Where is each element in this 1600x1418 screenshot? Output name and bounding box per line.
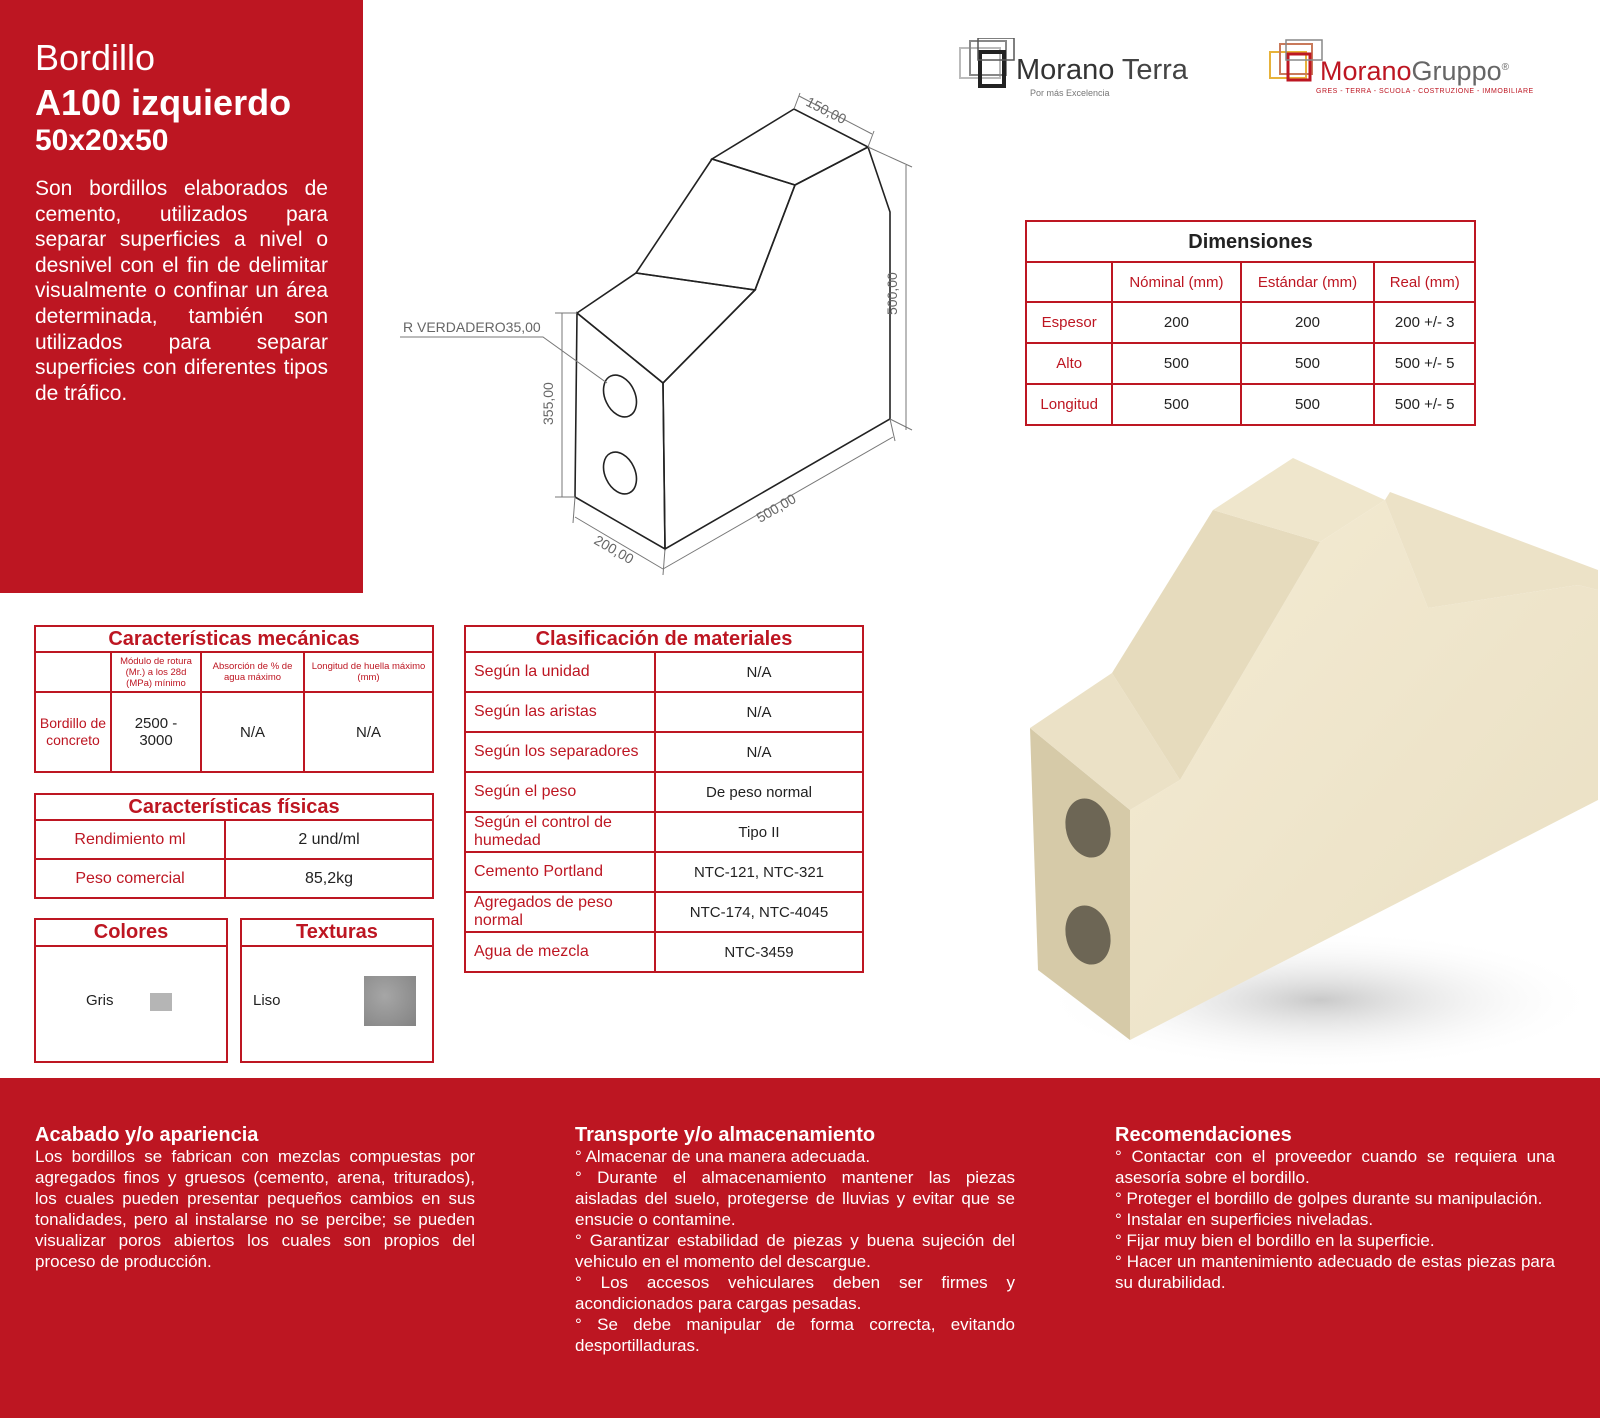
- fis-row-label: Rendimiento ml: [35, 820, 225, 859]
- colors-caption: Colores: [36, 920, 226, 947]
- table-row: [35, 820, 433, 859]
- classification-caption: Clasificación de materiales: [465, 626, 863, 652]
- dim-header-standard: Estándar (mm): [1241, 262, 1375, 302]
- list-item: ° Hacer un mantenimiento adecuado de estas piezas para su durabilidad.: [1115, 1252, 1555, 1292]
- mec-header-rupture: Módulo de rotura (Mr.) a los 28d (MPa) mínimo: [111, 652, 201, 692]
- mec-header-empty: [35, 652, 111, 692]
- dim-bottom-short: 200,00: [591, 531, 637, 568]
- table-row: [465, 692, 863, 732]
- list-item: ° Garantizar estabilidad de piezas y buena sujeción del vehiculo en el momento del descargue.: [575, 1231, 1015, 1271]
- materials-classification-table: [464, 625, 864, 973]
- cla-cell: N/A: [655, 652, 863, 692]
- cla-row-label: Según el peso: [465, 772, 655, 812]
- cla-row-label: Según las aristas: [465, 692, 655, 732]
- list-item: ° Se debe manipular de forma correcta, evitando desportilladuras.: [575, 1315, 1015, 1355]
- recommendations-section: [1115, 1124, 1555, 1293]
- fis-cell: 2 und/ml: [225, 820, 433, 859]
- product-model-title: A100 izquierdo: [35, 82, 292, 123]
- block-3d-render: [1000, 440, 1600, 1080]
- list-item: ° Fijar muy bien el bordillo en la superficie.: [1115, 1231, 1435, 1250]
- fis-row-label: Peso comercial: [35, 859, 225, 898]
- mechanical-properties-table: [34, 625, 434, 773]
- transport-title: Transporte y/o almacenamiento: [575, 1124, 876, 1146]
- cla-cell: NTC-174, NTC-4045: [655, 892, 863, 932]
- cla-cell: NTC-3459: [655, 932, 863, 972]
- fis-cell: 85,2kg: [225, 859, 433, 898]
- dimensions-caption: Dimensiones: [1026, 221, 1475, 262]
- finish-section: [35, 1124, 475, 1272]
- textures-caption: Texturas: [242, 920, 432, 947]
- textures-box: [240, 918, 434, 1063]
- dim-cell: 200: [1241, 302, 1375, 343]
- mec-header-absorption: Absorción de % de agua máximo: [201, 652, 304, 692]
- cla-cell: Tipo II: [655, 812, 863, 852]
- table-row: [35, 859, 433, 898]
- mechanical-caption: Características mecánicas: [35, 626, 433, 652]
- list-item: ° Instalar en superficies niveladas.: [1115, 1210, 1374, 1229]
- mec-row-label: Bordillo de concreto: [35, 692, 111, 772]
- texture-swatch: [364, 976, 416, 1026]
- list-item: ° Proteger el bordillo de golpes durante su manipulación.: [1115, 1189, 1543, 1208]
- dim-top: 150,00: [803, 93, 850, 128]
- dim-right: 500,00: [884, 272, 900, 315]
- product-size-title: 50x20x50: [35, 124, 169, 157]
- table-row: [465, 732, 863, 772]
- table-row: [465, 772, 863, 812]
- mec-cell: 2500 - 3000: [111, 692, 201, 772]
- list-item: ° Durante el almacenamiento mantener las piezas aisladas del suelo, protegerse de lluvias y evitar que se ensucie o contamine.: [575, 1168, 1015, 1229]
- table-row: [1026, 343, 1475, 384]
- dim-header-real: Real (mm): [1374, 262, 1475, 302]
- table-row: [35, 692, 433, 772]
- dim-header-empty: [1026, 262, 1112, 302]
- dim-cell: 500 +/- 5: [1374, 384, 1475, 425]
- table-row: [465, 812, 863, 852]
- terra-name-a: Morano: [1016, 54, 1115, 86]
- gruppo-registered-mark: ®: [1501, 62, 1509, 73]
- dimensions-table: [1025, 220, 1476, 426]
- cla-cell: De peso normal: [655, 772, 863, 812]
- cla-cell: NTC-121, NTC-321: [655, 852, 863, 892]
- cla-row-label: Según el control de humedad: [465, 812, 655, 852]
- dim-left: 355,00: [540, 382, 556, 425]
- list-item: ° Los accesos vehiculares deben ser firmes y acondicionados para cargas pesadas.: [575, 1273, 1015, 1313]
- product-family-title: Bordillo: [35, 37, 156, 78]
- dim-cell: 500 +/- 5: [1374, 343, 1475, 384]
- dim-row-label: Alto: [1026, 343, 1112, 384]
- recommendations-title: Recomendaciones: [1115, 1124, 1292, 1146]
- table-row: [1026, 384, 1475, 425]
- dim-header-nominal: Nóminal (mm): [1112, 262, 1240, 302]
- cla-row-label: Cemento Portland: [465, 852, 655, 892]
- mec-header-footprint: Longitud de huella máximo (mm): [304, 652, 433, 692]
- table-row: [465, 652, 863, 692]
- finish-title: Acabado y/o apariencia: [35, 1124, 259, 1146]
- list-item: ° Contactar con el proveedor cuando se requiera una asesoría sobre el bordillo.: [1115, 1147, 1555, 1187]
- terra-name-b: Terra: [1114, 54, 1188, 86]
- cla-row-label: Agua de mezcla: [465, 932, 655, 972]
- cla-row-label: Según la unidad: [465, 652, 655, 692]
- dim-radius: R VERDADERO35,00: [403, 319, 541, 335]
- dim-cell: 500: [1241, 343, 1375, 384]
- color-swatch: [150, 993, 172, 1011]
- finish-text: Los bordillos se fabrican con mezclas compuestas por agregados finos y gruesos (cemento, arena, triturados), los cuales pueden presentar pequeños cambios en sus tonalidades, pero al instalarse no se percibe; se pueden visualizar poros abiertos los cuales son propios del proceso de producción.: [35, 1147, 475, 1271]
- mec-cell: N/A: [304, 692, 433, 772]
- morano-gruppo-logo: [1268, 38, 1538, 100]
- hero-panel: [0, 0, 363, 593]
- physical-caption: Características físicas: [35, 794, 433, 820]
- gruppo-tagline: GRES - TERRA - SCUOLA - COSTRUZIONE - IMMOBILIARE: [1316, 88, 1534, 95]
- mec-cell: N/A: [201, 692, 304, 772]
- dim-cell: 500: [1112, 384, 1240, 425]
- technical-drawing: [395, 85, 955, 595]
- table-row: [465, 892, 863, 932]
- cla-row-label: Agregados de peso normal: [465, 892, 655, 932]
- gruppo-name-b: Gruppo: [1411, 56, 1502, 86]
- terra-tagline: Por más Excelencia: [1030, 88, 1110, 98]
- table-row: [465, 852, 863, 892]
- table-row: [465, 932, 863, 972]
- dim-bottom-long: 500,00: [753, 490, 799, 526]
- gruppo-name-a: Morano: [1320, 56, 1412, 86]
- footer-band: [0, 1078, 1600, 1418]
- texture-label: Liso: [253, 992, 281, 1009]
- dim-row-label: Longitud: [1026, 384, 1112, 425]
- colors-box: [34, 918, 228, 1063]
- dim-cell: 500: [1241, 384, 1375, 425]
- dim-row-label: Espesor: [1026, 302, 1112, 343]
- list-item: ° Almacenar de una manera adecuada.: [575, 1147, 871, 1166]
- cla-cell: N/A: [655, 692, 863, 732]
- product-description: Son bordillos elaborados de cemento, utilizados para separar superficies a nivel o desnivel con el fin de delimitar visualmente o confinar un área determinada, también son utilizados para separar superficies con diferentes tipos de tráfico.: [35, 177, 328, 405]
- physical-properties-table: [34, 793, 434, 899]
- cla-row-label: Según los separadores: [465, 732, 655, 772]
- morano-terra-logo: [958, 38, 1228, 100]
- cla-cell: N/A: [655, 732, 863, 772]
- dim-cell: 200 +/- 3: [1374, 302, 1475, 343]
- dim-cell: 200: [1112, 302, 1240, 343]
- table-row: [1026, 302, 1475, 343]
- transport-section: [575, 1124, 1015, 1356]
- color-label: Gris: [86, 992, 114, 1009]
- dim-cell: 500: [1112, 343, 1240, 384]
